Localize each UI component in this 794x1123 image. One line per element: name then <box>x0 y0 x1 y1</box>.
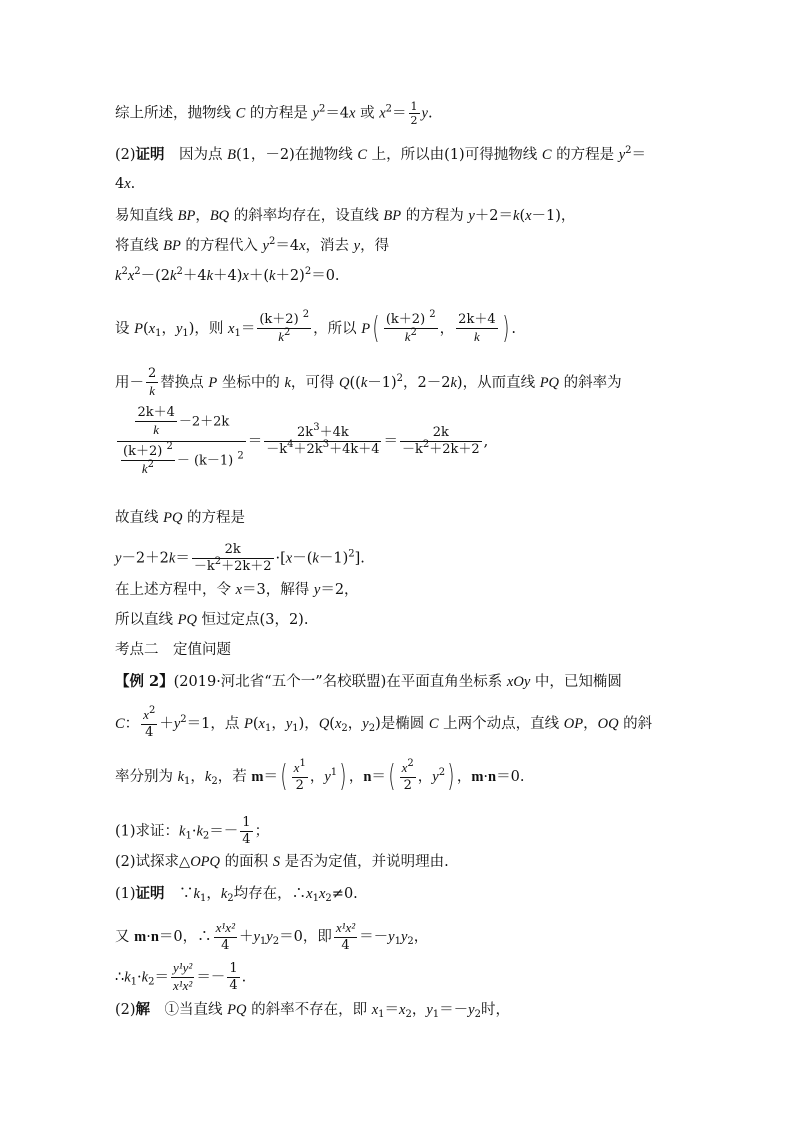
fraction-quarter: $\frac{1}{4}$ <box>242 815 251 847</box>
line-fixed-point: 所以直线 PQ 恒过定点(3，2). <box>115 612 309 628</box>
fraction-x1x2-a: $\frac{\text{x¹x²}}{4}$ <box>215 920 235 953</box>
fraction-ellipse: $\frac{x^2}{4}$ <box>143 705 156 740</box>
line-ellipse: C： $\frac{x^2}{4}$ $+y^2=1$，点 $P(x_1$，$y_1$)，$Q(x_2$，$y_2$)是椭圆 C 上两个动点，直线 OP，OQ 的斜 <box>115 705 653 740</box>
fraction-inner-bottom: $\frac{(k+2) ^2}{k^2}$ <box>123 441 173 476</box>
fraction-y1y2: $\frac{\text{y¹y²}}{\text{x¹x²}}$ <box>172 960 193 993</box>
line-pq-equation: y－2＋2k＝ $\frac{2k}{-k^2+2k+2}$ $\cdot[x-(k-1)^2]$. <box>115 542 365 574</box>
fraction-slope-middle: $\frac{2k^3+4k}{-k^4+2k^3+4k+4}$ <box>266 422 380 457</box>
line-solution-2: (2)解 ①当直线 PQ 的斜率不存在，即 $x_1=x_2$，$y_1=-y_2$时， <box>115 1001 510 1020</box>
fraction-pq: $\frac{2k}{-k^2+2k+2}$ <box>193 542 272 574</box>
fraction-quarter-2: $\frac{1}{4}$ <box>229 961 238 993</box>
fraction-n: $\frac{x^2}{2}$ <box>401 758 414 793</box>
line-point-p: 设 $P(x_1$，$y_1$)，则 $x_1=$ $\frac{(k+2) ^2}{k^2}$ ，所以 P( $\frac{(k+2) ^2}{k^2}$ ， $\frac{2k+4}{k}$ ) . <box>115 309 516 346</box>
line-let-x3: 在上述方程中，令 x＝3，解得 y＝2， <box>115 582 359 598</box>
fraction-slope-result: $\frac{2k}{-k^2+2k+2}$ <box>401 425 480 457</box>
line-mn-zero: 又 m·n＝0，∴ $\frac{\text{x¹x²}}{4}$ $+y_1y_2=0$，即 $\frac{\text{x¹x²}}{4}$ $=-y_1y_2$， <box>115 920 429 953</box>
line-part-2: (2)试探求△OPQ 的面积 S 是否为定值，并说明理由. <box>115 854 449 870</box>
fraction-compound: $\frac{2k+4}{k}$ －2＋2k $\frac{(k+2) ^2}{k^2}$ － (k－1) $^2$ <box>117 405 246 478</box>
line-4x: 4x. <box>115 176 136 192</box>
line-slopes: 易知直线 BP，BQ 的斜率均存在，设直线 BP 的方程为 y＋2＝k(x－1)， <box>115 208 576 224</box>
line-proof-2: (2)证明 因为点 B(1，－2)在抛物线 C 上，所以由(1)可得抛物线 C 的方程是 $y^2=$ <box>115 145 647 163</box>
line-proof-1: (1)证明 $\because k_1$，$k_2$均存在，$\therefore x_1x_2\ne 0$. <box>115 885 358 904</box>
line-part-1: (1)求证：$k_1\cdot k_2=-$ $\frac{1}{4}$ ； <box>115 815 270 847</box>
fraction-inner-top: $\frac{2k+4}{k}$ <box>137 405 175 437</box>
line-quadratic: $k^2x^2-(2k^2+4k+4)x+(k+2)^2=0$. <box>115 266 340 284</box>
line-conclusion: 综上所述，抛物线 C 的方程是 $y^2=4x$ 或 $x^2=$ $\frac{1}{2}$ y. <box>115 100 433 127</box>
fraction-2-over-k: $\frac{2}{k}$ <box>148 366 157 398</box>
fraction-x1x2-b: $\frac{\text{x¹x²}}{4}$ <box>335 920 356 953</box>
fraction-px: $\frac{(k+2) ^2}{k^2}$ <box>385 309 436 344</box>
section-heading: 考点二 定值问题 <box>115 642 231 658</box>
line-pq-eq-intro: 故直线 PQ 的方程是 <box>115 510 246 526</box>
line-slope-calc: $\frac{2k+4}{k}$ －2＋2k $\frac{(k+2) ^2}{k^2}$ － (k－1) $^2$ ＝ $\frac{2k^3+4k}{-k^4+2k^3+4k+4}$ ＝ $\frac{2k}{-k^2+2k+2}$ , <box>115 405 488 478</box>
fraction-x1: $\frac{(k+2) ^2}{k^2}$ <box>259 309 310 344</box>
fraction-half: $\frac{1}{2}$ <box>410 100 418 127</box>
line-substitute: 将直线 BP 的方程代入 $y^2=4x$，消去 y，得 <box>115 236 390 254</box>
line-k1k2: $\therefore k_1\cdot k_2=$ $\frac{\text{y¹y²}}{\text{x¹x²}}$ ＝－ $\frac{1}{4}$ . <box>115 960 247 993</box>
fraction-m: $\frac{x^1}{2}$ <box>293 758 306 793</box>
line-example-2: 【例 2】(2019·河北省“五个一”名校联盟)在平面直角坐标系 xOy 中，已知椭圆 <box>115 673 622 690</box>
line-replace: 用－ $\frac{2}{k}$ 替换点 P 坐标中的 k，可得 $Q((k-1)^2$，2－2k)，从而直线 PQ 的斜率为 <box>115 366 622 398</box>
fraction-py: $\frac{2k+4}{k}$ <box>458 312 496 344</box>
line-vectors: 率分别为 $k_1$，$k_2$，若 m＝( $\frac{x^1}{2}$ ，$y^1$) ，n＝( $\frac{x^2}{2}$ ，$y^2$) ，m·n＝0. <box>115 758 525 794</box>
